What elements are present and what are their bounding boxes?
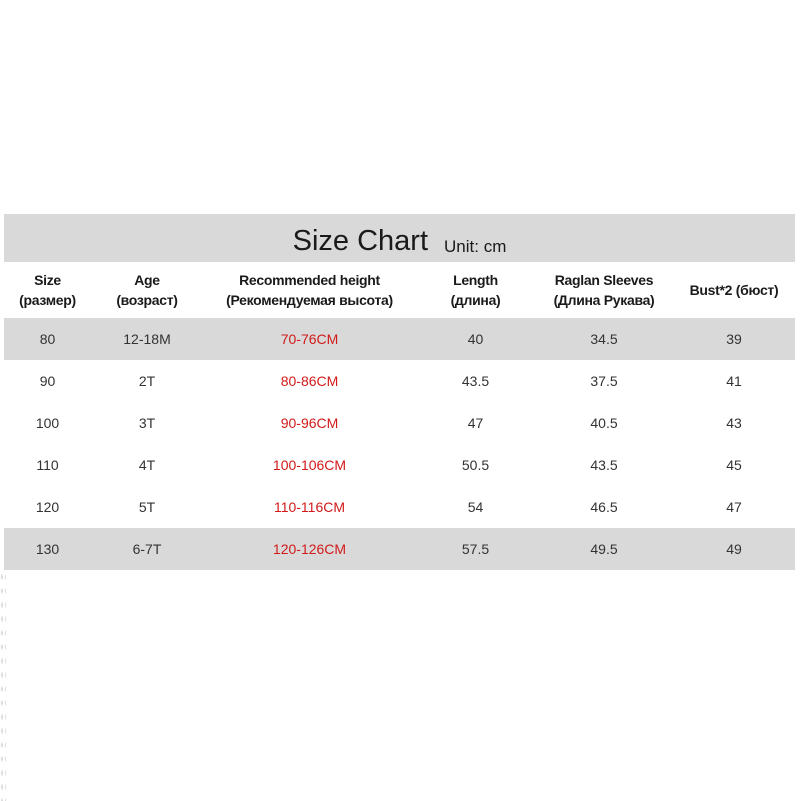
left-edge-dotted-line [0,570,6,801]
cell-length: 47 [467,415,484,431]
header-size: Size (размер) [19,272,76,308]
cell-raglan-sleeves: 34.5 [590,331,618,347]
size-chart [4,214,795,570]
cell-recommended-height: 120-126CM [272,541,347,557]
cell-length: 40 [467,331,484,347]
cell-bust: 43 [726,415,742,431]
cell-age: 2T [138,373,156,389]
cell-bust: 49 [726,541,742,557]
cell-recommended-height: 90-96CM [280,415,339,431]
cell-age: 5T [138,499,156,515]
header-raglan-sleeves: Raglan Sleeves (Длина Рукава) [553,272,655,308]
table-row [4,528,795,570]
cell-age: 3T [138,415,156,431]
cell-age: 4T [138,457,156,473]
size-chart-unit: Unit: cm [444,237,507,256]
cell-raglan-sleeves: 37.5 [590,373,618,389]
cell-recommended-height: 110-116CM [273,499,346,515]
cell-bust: 39 [726,331,742,347]
cell-size: 90 [39,373,56,389]
cell-raglan-sleeves: 43.5 [590,457,618,473]
size-chart-title: Size Chart [292,225,429,257]
cell-size: 80 [39,331,56,347]
cell-raglan-sleeves: 49.5 [590,541,618,557]
cell-length: 50.5 [461,457,490,473]
cell-length: 43.5 [461,373,490,389]
header-age: Age (возраст) [116,272,178,308]
cell-age: 6-7T [132,541,162,557]
cell-recommended-height: 80-86CM [280,373,339,389]
table-row [4,486,795,528]
table-row [4,402,795,444]
cell-bust: 47 [726,499,742,515]
cell-size: 130 [35,541,60,557]
header-recommended-height: Recommended height (Рекомендуемая высота) [226,272,393,308]
cell-size: 100 [35,415,60,431]
table-row [4,318,795,360]
cell-recommended-height: 70-76CM [280,331,339,347]
cell-size: 120 [35,499,60,515]
header-bust: Bust*2 (бюст) [689,282,779,298]
cell-recommended-height: 100-106CM [272,457,347,473]
table-header-row [4,262,795,318]
cell-age: 12-18M [123,331,171,347]
cell-raglan-sleeves: 40.5 [590,415,618,431]
cell-raglan-sleeves: 46.5 [590,499,618,515]
cell-length: 57.5 [461,541,490,557]
cell-bust: 41 [726,373,742,389]
cell-bust: 45 [726,457,742,473]
table-row [4,360,795,402]
header-length: Length (длина) [450,272,501,308]
cell-length: 54 [467,499,484,515]
table-row [4,444,795,486]
cell-size: 110 [36,457,59,473]
size-chart-title-bar [4,214,795,262]
